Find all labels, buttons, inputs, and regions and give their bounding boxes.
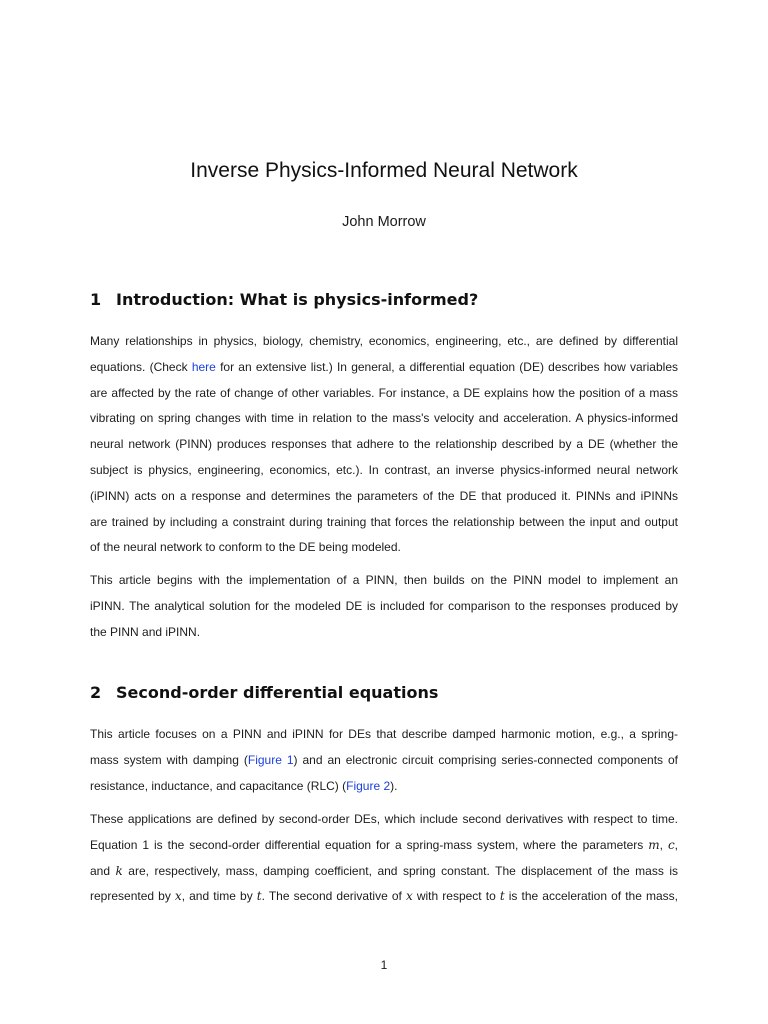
paper-title: Inverse Physics-Informed Neural Network [190,159,578,182]
text-run: and [90,863,116,878]
text-line: are affected by the rate of change of other variables. For instance, a DE explains how the position of a mass [90,385,678,400]
math-variable-c: c [667,837,675,852]
text-line [90,748,678,774]
section-heading-introduction [90,289,478,311]
page-number: 1 [380,958,388,972]
text-line: of the neural network to conform to the DE being modeled. [90,540,401,555]
text-line: These applications are defined by second-order DEs, which include second derivatives with respect to time. [90,812,678,826]
math-variable-x: x [405,889,413,904]
section2-paragraph-1 [90,722,678,799]
text-line [90,859,678,885]
math-variable-t: t [499,889,505,904]
figure-2-link[interactable]: Figure 2 [346,778,391,793]
text-run: mass system with damping ( [90,752,248,767]
math-variable-x: x [174,889,182,904]
text-line: are trained by including a constraint during training that forces the relationship between the input and output [90,514,678,529]
text-run: ). [390,778,398,793]
section-heading-second-order [90,682,438,704]
section-number: 2 [90,683,102,702]
math-variable-t: t [256,889,262,904]
figure-1-link[interactable]: Figure 1 [247,752,294,767]
author-name: John Morrow [342,214,426,230]
text-line: Many relationships in physics, biology, chemistry, economics, engineering, etc., are defined by differential [90,334,678,348]
text-line: subject is physics, engineering, economics, etc.). In contrast, an inverse physics-informed neural network [90,462,678,477]
text-run: Equation 1 is the second-order differential equation for a spring-mass system, where the parameters [90,837,649,852]
text-line [90,833,678,859]
here-link[interactable]: here [191,359,216,374]
intro-paragraph-1 [90,329,678,561]
math-variable-k: k [115,863,123,878]
text-line [90,355,678,381]
text-run: ) and an electronic circuit comprising series-connected components of [293,752,678,767]
text-run: for an extensive list.) In general, a differential equation (DE) describes how variables [215,359,678,374]
text-line [90,774,678,800]
text-line: iPINN. The analytical solution for the modeled DE is included for comparison to the responses produced by [90,598,678,613]
text-run: represented by [90,889,175,904]
text-line: (iPINN) acts on a response and determines the parameters of the DE that produced it. PINNs and iPINNs [90,488,678,503]
text-run: , and time by [181,889,257,904]
text-run: resistance, inductance, and capacitance (RLC) ( [90,778,347,793]
text-run: are, respectively, mass, damping coefficient, and spring constant. The displacement of the mass is [122,863,679,878]
text-run: is the acceleration of the mass, [504,889,678,904]
text-run: , [674,837,679,852]
text-run: equations. (Check [90,359,192,374]
text-line: the PINN and iPINN. [90,624,201,639]
section-title: Second-order differential equations [116,683,439,702]
text-line: neural network (PINN) produces responses that adhere to the relationship described by a DE (whether the [90,437,678,452]
section2-paragraph-2 [90,807,678,910]
section-title: Introduction: What is physics-informed? [116,290,479,309]
text-line: This article focuses on a PINN and iPINN for DEs that describe damped harmonic motion, e.g., a spring- [90,727,678,741]
text-run: with respect to [412,889,500,904]
text-run: , [659,837,668,852]
text-line: vibrating on spring changes with time in relation to the mass's velocity and acceleration. A physics-informed [90,411,678,426]
math-variable-m: m [648,837,660,852]
text-line [90,884,678,910]
text-line: This article begins with the implementation of a PINN, then builds on the PINN model to implement an [90,573,678,587]
section-number: 1 [90,290,102,309]
text-run: . The second derivative of [261,889,406,904]
intro-paragraph-2 [90,568,678,645]
